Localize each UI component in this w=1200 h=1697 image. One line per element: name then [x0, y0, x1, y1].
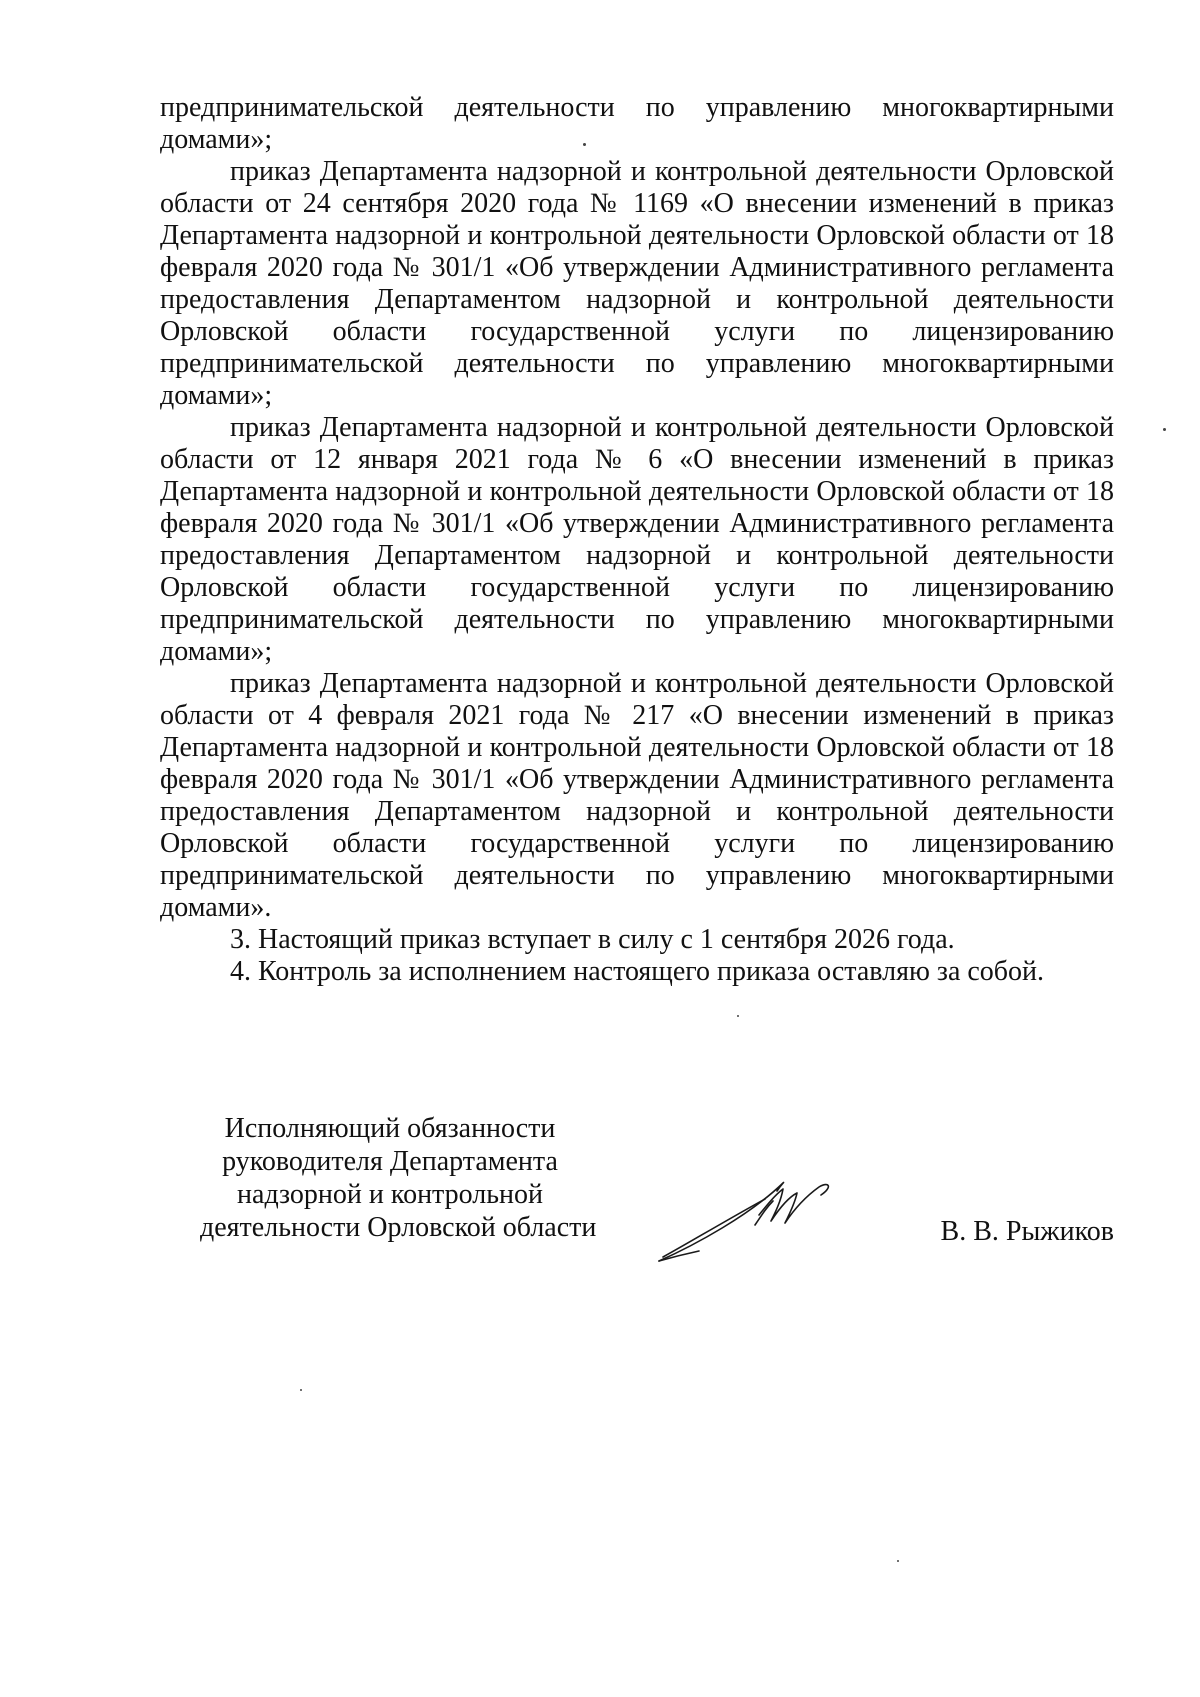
signer-position-line: деятельности Орловской области	[200, 1212, 597, 1243]
document-body	[160, 92, 1114, 988]
paragraph-control: 4. Контроль за исполнением настоящего приказа оставляю за собой.	[230, 956, 1045, 987]
scan-speck	[1163, 428, 1166, 431]
handwritten-signature	[655, 1165, 845, 1270]
signature-block	[160, 1112, 1114, 1282]
paragraph-order-217: приказ Департамента надзорной и контрольной деятельности Орловской области от 4 февраля 2021 года № 217 «О внесении изменений в приказ Департамента надзорной и контрольной деятельности Орловской области от 18 февраля 2020 года № 301/1 «Об утверждении Административного регламента предоставления Департаментом надзорной и контрольной деятельности Орловской области государственной услуги по лицензированию предпринимательской деятельности по управлению многоквартирными домами».	[160, 668, 1114, 923]
paragraph-order-1169: приказ Департамента надзорной и контрольной деятельности Орловской области от 24 сентября 2020 года № 1169 «О внесении изменений в приказ Департамента надзорной и контрольной деятельности Орловской области от 18 февраля 2020 года № 301/1 «Об утверждении Административного регламента предоставления Департаментом надзорной и контрольной деятельности Орловской области государственной услуги по лицензированию предпринимательской деятельности по управлению многоквартирными домами»;	[160, 156, 1114, 411]
scan-speck	[737, 1015, 739, 1017]
paragraph-order-6: приказ Департамента надзорной и контрольной деятельности Орловской области от 12 января 2021 года № 6 «О внесении изменений в приказ Департамента надзорной и контрольной деятельности Орловской области от 18 февраля 2020 года № 301/1 «Об утверждении Административного регламента предоставления Департаментом надзорной и контрольной деятельности Орловской области государственной услуги по лицензированию предпринимательской деятельности по управлению многоквартирными домами»;	[160, 412, 1114, 667]
signer-name: В. В. Рыжиков	[940, 1216, 1114, 1247]
signer-position-line: руководителя Департамента	[222, 1146, 558, 1177]
scan-speck	[583, 143, 586, 146]
paragraph-effective-date: 3. Настоящий приказ вступает в силу с 1 сентября 2026 года.	[230, 924, 955, 955]
scan-speck	[300, 1389, 302, 1391]
signer-position-line: Исполняющий обязанности	[224, 1113, 556, 1144]
scan-speck	[897, 1560, 899, 1562]
signer-position-line: надзорной и контрольной	[237, 1179, 543, 1210]
signer-position	[200, 1112, 597, 1244]
paragraph-continuation: предпринимательской деятельности по управлению многоквартирными домами»;	[160, 92, 1114, 155]
